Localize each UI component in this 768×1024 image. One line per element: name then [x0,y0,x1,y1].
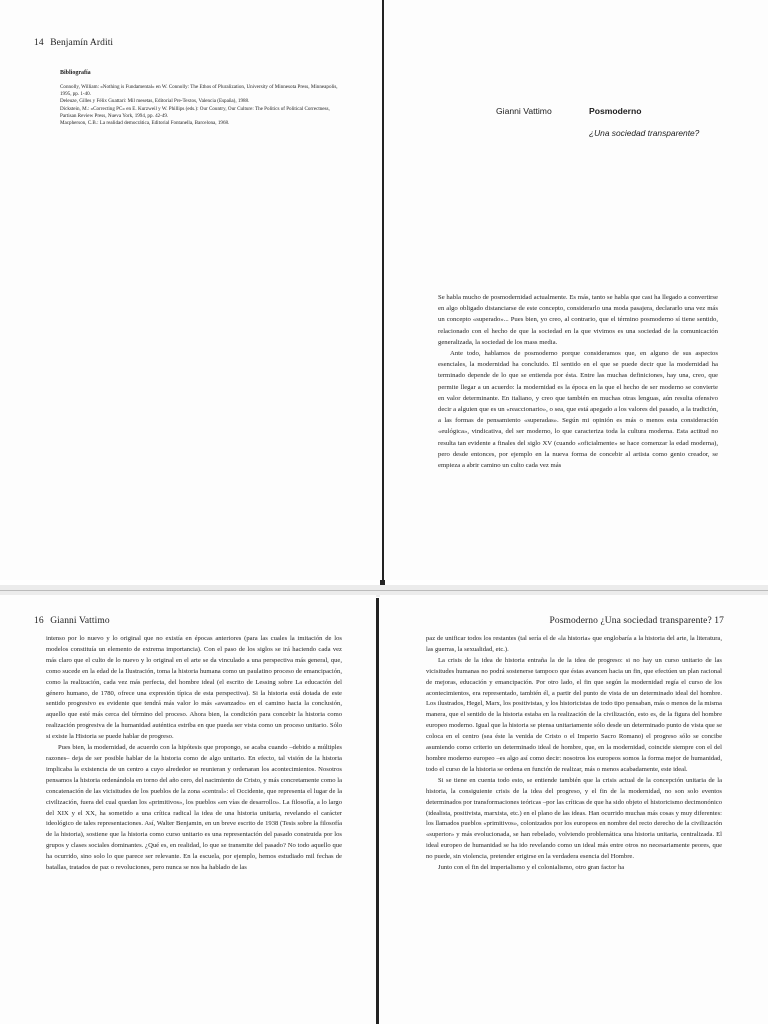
paragraph: Pues bien, la modernidad, de acuerdo con la hipótesis que propongo, se acaba cuando –debido a múltiples razones– deja de ser posible hablar de la historia como de algo unitario. En efecto, tal visión de la historia implicaba la existencia de un centro a cuyo alrededor se reunieran y ordenaran los acontecimientos. Nosotros pensamos la historia ordenándola en torno del año cero, del nacimiento de Cristo, y más concretamente como la concatenación de las vicisitudes de los pueblos de la zona «central»: el Occidente, que representa el lugar de la civilización, fuera del cual quedan los «primitivos», los pueblos «en vías de desarrollo». La filosofía, a lo largo del XIX y el XX, ha sometido a una crítica radical la idea de una historia unitaria, revelando el carácter ideológico de tales representaciones. Así, Walter Benjamin, en un breve escrito de 1938 (Tesis sobre la filosofía de la historia), sostiene que la historia como curso unitario es una representación del pasado construida por los grupos y clases sociales dominantes. ¿Qué es, en realidad, lo que se transmite del pasado? No todo aquello que ha ocurrido, sino solo lo que parece ser relevante. En la escuela, por ejemplo, hemos estudiado mil fechas de batallas, tratados de paz o revoluciones, pero nunca se nos ha hablado de las [46,744,342,872]
page-number: 17 [714,616,724,626]
body-text [438,292,718,471]
bibliography-entry: Connolly, William: «Nothing is Fundamental» en W. Connolly: The Ethos of Pluralization, University of Minnesota Press, Minneapolis, 1995, pp. 1-40. [60,84,338,98]
body-text [426,634,722,874]
page-number: 14 [34,38,44,48]
running-head [34,616,110,626]
chapter-author: Gianni Vattimo [496,106,552,116]
paragraph: paz de unificar todos los restantes (tal sería el de «la historia» que englobaría a la historia del arte, la literatura, las guerras, la sexualidad, etc.). [426,635,722,653]
paragraph: La crisis de la idea de historia entraña la de la idea de progreso: si no hay un curso unitario de las vicisitudes humanas no podrá sostenerse tampoco que éstas avancen hacia un fin, que efectúen un plan racional de mejoras, educación y emancipación. Por otro lado, el fin que según la modernidad regía el curso de los acontecimientos, era representado, también él, a partir del punto de vista de un determinado ideal del hombre. Los ilustrados, Hegel, Marx, los positivistas, y los historicistas de todo tipo pensaban, más o menos de la misma manera, que el sentido de la historia estaba en la realización de la civilización, esto es, de la figura del hombre europeo moderno. Igual que la historia se piensa unitariamente sólo desde un determinado punto de vista que se coloca en el centro (sea éste la venida de Cristo o el Imperio Sacro Romano) el progreso sólo se concibe asumiendo como criterio un determinado ideal de hombre, que, en la modernidad, coincide siempre con el del hombre moderno europeo –es algo así como decir: nosotros los europeos somos la forma mejor de humanidad, todo el curso de la historia se ordena en función de realizar, más o menos acabadamente, este ideal. [426,656,722,773]
page-17 [380,595,768,1024]
paragraph: Si se tiene en cuenta todo esto, se entiende también que la crisis actual de la concepción unitaria de la historia, la consiguiente crisis de la idea del progreso, y el fin de la modernidad, no son solo eventos determinados por transformaciones teóricas –por las críticas de que ha sido objeto el historicismo decimonónico (idealista, positivista, marxista, etc.) en el plano de las ideas. Han ocurrido muchas más cosas y muy diferentes: los llamados pueblos «primitivos», colonizados por los europeos en nombre del recto derecho de la civilización «superior» y más evolucionada, se han rebelado, volviendo problemática una historia unitaria, centralizada. El ideal europeo de humanidad se ha ido revelando como un ideal más entre otros no necesariamente peores, que no puede, sin violencia, pretender erigirse en la verdadera esencia del Hombre. [426,776,722,861]
paragraph: intenso por lo nuevo y lo original que no existía en épocas anteriores (para las cuales la imitación de los modelos constituía un elemento de extrema importancia). Con el paso de los siglos se irá haciendo cada vez más claro que el culto de lo nuevo y lo original en el arte se da vinculado a una perspectiva más general, que, como sucede en la edad de la Ilustración, toma la historia humana como un paulatino proceso de emancipación, como la realización, cada vez más perfecta, del hombre ideal (el escrito de Lessing sobre La educación del género humano, de 1780, ofrece una expresión típica de esta perspectiva). Si la historia está dotada de este sentido progresivo es evidente que tendrá más valor lo más «avanzado» en el camino hacia la conclusión, aquello que esté más cerca del término del proceso. Ahora bien, la condición para concebir la historia como realización progresiva de la humanidad auténtica estriba en que pueda ser vista como un proceso unitario. Sólo si existe la Historia se puede hablar de progreso. [46,635,342,741]
page-14 [0,0,382,580]
page-number: 16 [34,616,44,626]
running-head [549,616,728,626]
paragraph: Se habla mucho de posmodernidad actualmente. Es más, tanto se habla que casi ha llegado a convertirse en algo obligado distanciarse de este concepto, considerarlo una moda pasajera, declararlo una vez más un concepto «superado»... Pues bien, yo creo, al contrario, que el término posmoderno sí tiene sentido, relacionado con el hecho de que la sociedad en la que vivimos es una sociedad de la comunicación generalizada, la sociedad de los mass media. [438,294,718,346]
chapter-subtitle: ¿Una sociedad transparente? [589,128,700,138]
body-text [46,634,342,874]
scan-divider-line [0,590,768,591]
page-16 [0,595,376,1024]
running-head-text: Posmoderno ¿Una sociedad transparente? [549,616,712,626]
bibliography-heading: Bibliografía [60,70,91,76]
bibliography-entry: Macpherson, C.B.: La realidad democrática, Editorial Fontanella, Barcelona, 1968. [60,120,230,127]
chapter-title: Posmoderno [589,106,642,116]
bibliography-list [60,84,340,127]
running-head-text: Gianni Vattimo [50,616,110,626]
bibliography-entry: Deleuze, Gilles y Félix Guattari: Mil mesetas, Editorial Pre-Textos, Valencia (España), 1988. [60,98,250,105]
page-15 [384,0,768,580]
paragraph: Ante todo, hablamos de posmoderno porque consideramos que, en alguno de sus aspectos esenciales, la modernidad ha concluido. El sentido en el que se puede decir que la modernidad ha terminado depende de lo que se entienda por ésta. Entre las muchas definiciones, hay una, creo, que permite llegar a un acuerdo: la modernidad es la época en la que el hecho de ser moderno se convierte en valor determinante. En italiano, y creo que también en muchas otras lenguas, aún resulta ofensivo decir a alguien que es un «reaccionario», o sea, que está apegado a los valores del pasado, a la tradición, a las formas de pensamiento «superadas». Según mi opinión es más o menos esta consideración «eulógica», vindicativa, del ser moderno, lo que caracteriza toda la cultura moderna. Esta actitud no resulta tan evidente a finales del siglo XV (cuando «oficialmente» se hace comenzar la edad moderna), pero desde entonces, por ejemplo en la nueva forma de concebir al artista como genio creador, se empieza a abrir camino un culto cada vez más [438,350,718,470]
paragraph: Junto con el fin del imperialismo y el colonialismo, otro gran factor ha [438,864,625,872]
bibliography-entry: Dickstein, M.: «Correcting PC» en E. Kurzweil y W. Phillips (eds.): Our Country, Our Culture: The Politics of Political Correctness, Partisan Review Press, Nueva York, 1994, pp. 42-49. [60,105,330,119]
running-head [34,38,113,48]
running-head-text: Benjamín Arditi [50,38,114,48]
